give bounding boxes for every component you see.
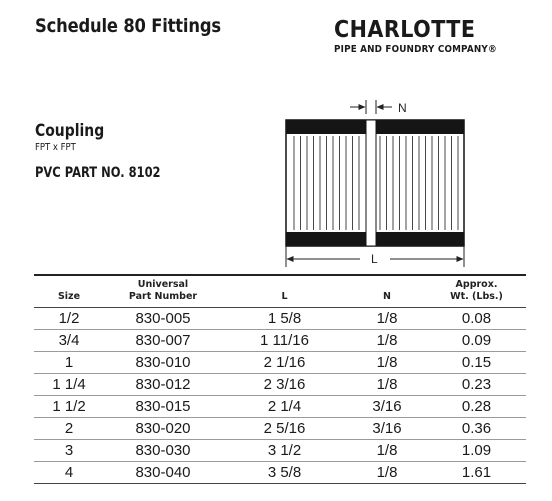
cell-l: 1 11/16 [222, 330, 347, 352]
table-row [34, 462, 526, 484]
coupling-center-stop [366, 120, 376, 246]
header-weight: Approx. Wt. (Lbs.) [427, 275, 526, 308]
header-size: Size [34, 275, 104, 308]
cell-size: 4 [64, 464, 74, 481]
cell-n: 1/8 [347, 374, 427, 396]
table-row [34, 352, 526, 374]
cell-n: 1/8 [347, 330, 427, 352]
specifications-table [34, 274, 526, 484]
part-number: PVC PART NO. 8102 [35, 165, 161, 181]
table-header-row [34, 275, 526, 308]
cell-n: 3/16 [347, 396, 427, 418]
product-type: FPT x FPT [35, 142, 76, 153]
coupling-diagram [270, 92, 480, 272]
company-logo [334, 18, 534, 55]
header-l: L [222, 275, 347, 308]
cell-part-number: 830-005 [104, 308, 222, 330]
product-info [35, 121, 188, 181]
table-row [34, 396, 526, 418]
table-row [34, 440, 526, 462]
cell-size: 3/4 [34, 330, 104, 352]
cell-n: 3/16 [347, 418, 427, 440]
cell-part-number: 830-030 [104, 440, 222, 462]
cell-size: 2 [34, 418, 104, 440]
table-row [34, 308, 526, 330]
cell-l: 1 5/8 [222, 308, 347, 330]
header-n: N [347, 275, 427, 308]
dimension-l-label: L [371, 252, 378, 266]
cell-l: 2 1/4 [222, 396, 347, 418]
cell-weight: 1.61 [461, 464, 492, 481]
cell-part-number: 830-012 [104, 374, 222, 396]
cell-size: 1 [34, 352, 104, 374]
cell-l: 2 1/16 [222, 352, 347, 374]
cell-part-number: 830-020 [104, 418, 222, 440]
cell-part-number: 830-040 [135, 464, 191, 481]
cell-weight: 1.09 [427, 440, 526, 462]
cell-l: 2 5/16 [222, 418, 347, 440]
logo-wordmark: CHARLOTTE [334, 17, 476, 43]
cell-size: 1 1/2 [34, 396, 104, 418]
table-row [34, 374, 526, 396]
header-part-number: Universal Part Number [104, 275, 222, 308]
cell-weight: 0.08 [427, 308, 526, 330]
page-title: Schedule 80 Fittings [35, 15, 221, 37]
cell-part-number: 830-007 [104, 330, 222, 352]
cell-n: 1/8 [347, 440, 427, 462]
cell-weight: 0.36 [427, 418, 526, 440]
cell-size: 3 [34, 440, 104, 462]
table-row [34, 418, 526, 440]
product-name: Coupling [35, 121, 105, 141]
cell-part-number: 830-015 [104, 396, 222, 418]
logo-subtitle: PIPE AND FOUNDRY COMPANY® [334, 44, 497, 55]
cell-weight: 0.15 [427, 352, 526, 374]
dimension-n-label: N [398, 101, 407, 115]
cell-size: 1/2 [34, 308, 104, 330]
cell-n: 1/8 [376, 464, 398, 481]
cell-l: 3 1/2 [222, 440, 347, 462]
cell-weight: 0.09 [427, 330, 526, 352]
cell-size: 1 1/4 [34, 374, 104, 396]
cell-n: 1/8 [347, 352, 427, 374]
cell-weight: 0.23 [427, 374, 526, 396]
cell-l: 2 3/16 [222, 374, 347, 396]
cell-l: 3 5/8 [267, 464, 302, 481]
cell-n: 1/8 [347, 308, 427, 330]
cell-weight: 0.28 [427, 396, 526, 418]
cell-part-number: 830-010 [104, 352, 222, 374]
table-row [34, 330, 526, 352]
